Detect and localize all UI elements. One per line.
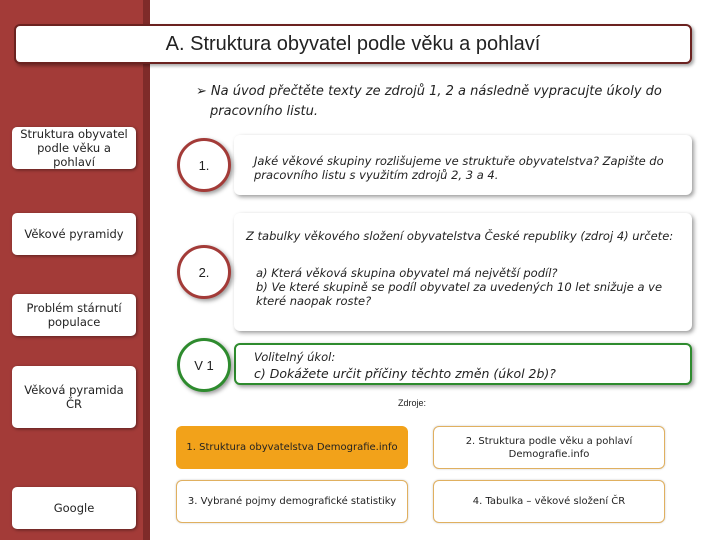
intro-text xyxy=(196,82,666,122)
task-1-text: Jaké věkové skupiny rozlišujeme ve struktuře obyvatelstva? Zapište do pracovního listu s využitím zdrojů 2, 3 a 4. xyxy=(254,154,664,182)
task-v1-line-1: Volitelný úkol: xyxy=(254,350,336,364)
intro-line-1: Na úvod přečtěte texty ze zdrojů 1, 2 a následně vypracujte úkoly do xyxy=(210,84,662,99)
sidebar-item-label: Věkové pyramidy xyxy=(24,227,124,241)
task-v1-line-2: c) Dokážete určit příčiny těchto změn (úkol 2b)? xyxy=(254,366,556,381)
sidebar-item-label: Problém stárnutí populace xyxy=(26,301,122,329)
source-1-button[interactable] xyxy=(176,426,408,469)
task-v1-card xyxy=(234,343,692,385)
intro-line-2: pracovního listu. xyxy=(210,104,318,119)
sidebar-item-label: Věková pyramida ČR xyxy=(24,383,124,411)
task-2-number-label: 2. xyxy=(198,264,210,280)
task-2-number xyxy=(177,245,231,299)
source-2-label: 2. Struktura podle věku a pohlaví Demografie.info xyxy=(465,435,633,460)
title-box xyxy=(14,24,692,64)
sources-label: Zdroje: xyxy=(398,398,427,408)
source-2-button[interactable] xyxy=(433,426,665,469)
sidebar xyxy=(0,0,150,540)
sidebar-item-vekove-pyramidy[interactable] xyxy=(12,213,136,255)
task-v1-number-label: V 1 xyxy=(194,357,214,373)
task-v1-number xyxy=(177,338,231,392)
source-4-button[interactable] xyxy=(433,480,665,523)
task-2-line-a: a) Která věková skupina obyvatel má největší podíl? xyxy=(256,266,558,280)
source-4-label: 4. Tabulka – věkové složení ČR xyxy=(472,496,626,507)
task-2-line-b: b) Ve které skupině se podíl obyvatel za uvedených 10 let snižuje a ve které naopak roste? xyxy=(256,280,663,308)
task-1-number-label: 1. xyxy=(198,157,210,173)
task-2-card xyxy=(234,213,692,331)
task-2-intro: Z tabulky věkového složení obyvatelstva České republiky (zdroj 4) určete: xyxy=(246,229,674,243)
sidebar-item-google[interactable] xyxy=(12,487,136,529)
task-1-card xyxy=(234,135,692,195)
sidebar-item-vekova-pyramida-cr[interactable] xyxy=(12,366,136,428)
sidebar-item-label: Struktura obyvatel podle věku a pohlaví xyxy=(20,127,128,169)
source-1-label: 1. Struktura obyvatelstva Demografie.info xyxy=(186,442,398,453)
source-3-label: 3. Vybrané pojmy demografické statistiky xyxy=(187,496,397,507)
page-title: A. Struktura obyvatel podle věku a pohlaví xyxy=(165,32,541,55)
sidebar-item-label: Google xyxy=(53,501,95,515)
arrow-bullet-icon: ➢ xyxy=(196,84,207,99)
sidebar-item-struktura[interactable] xyxy=(12,127,136,169)
source-3-button[interactable] xyxy=(176,480,408,523)
sidebar-item-problem-starnuti[interactable] xyxy=(12,294,136,336)
task-1-number xyxy=(177,138,231,192)
sidebar-edge xyxy=(143,0,150,540)
